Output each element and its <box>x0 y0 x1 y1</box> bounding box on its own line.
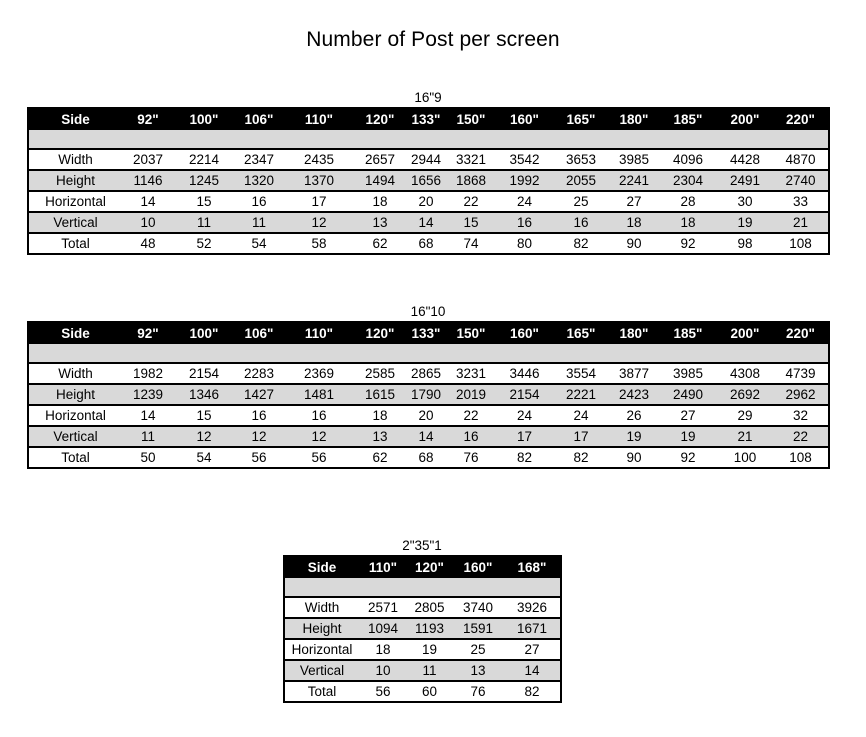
table-row-horizontal <box>28 405 829 426</box>
table-cell: 1146 <box>122 170 174 191</box>
table-cell: 1790 <box>406 384 446 405</box>
table-row-height <box>28 384 829 405</box>
table-cell: 56 <box>284 447 354 468</box>
row-label: Total <box>28 233 122 254</box>
table-cell: 22 <box>446 191 496 212</box>
table-cell: 15 <box>174 405 234 426</box>
table-cell: 2423 <box>609 384 659 405</box>
table-cell: 4739 <box>773 363 829 384</box>
table-cell: 3653 <box>553 149 609 170</box>
table-cell: 1591 <box>452 618 504 639</box>
table-cell: 1239 <box>122 384 174 405</box>
table-cell: 15 <box>446 212 496 233</box>
table-row-height <box>28 170 829 191</box>
column-header-size: 92" <box>122 322 174 344</box>
table-cell: 3926 <box>504 597 561 618</box>
table-cell: 18 <box>609 212 659 233</box>
table-cell: 68 <box>406 233 446 254</box>
column-header-size: 200" <box>717 108 773 130</box>
table-cell: 10 <box>122 212 174 233</box>
table-cell: 12 <box>234 426 284 447</box>
table-cell: 2221 <box>553 384 609 405</box>
table-cell: 1656 <box>406 170 446 191</box>
table-cell: 1193 <box>407 618 452 639</box>
table-cell: 82 <box>496 447 553 468</box>
column-header-size: 92" <box>122 108 174 130</box>
row-label: Width <box>28 363 122 384</box>
table-cell: 14 <box>406 426 446 447</box>
table-cell: 3231 <box>446 363 496 384</box>
table-cell: 54 <box>234 233 284 254</box>
table-cell: 24 <box>553 405 609 426</box>
table-cell: 52 <box>174 233 234 254</box>
column-header-size: 110" <box>284 108 354 130</box>
table-cell: 2571 <box>359 597 407 618</box>
table-row-width <box>284 597 561 618</box>
column-header-size: 160" <box>496 108 553 130</box>
table-cell: 60 <box>407 681 452 702</box>
table-cell: 2037 <box>122 149 174 170</box>
table-cell: 82 <box>553 233 609 254</box>
column-header-size: 185" <box>659 108 717 130</box>
spacer-cell <box>28 344 829 363</box>
table-cell: 19 <box>659 426 717 447</box>
table-cell: 18 <box>354 405 406 426</box>
table-row-width <box>28 363 829 384</box>
table-cell: 68 <box>406 447 446 468</box>
table-cell: 14 <box>406 212 446 233</box>
table-row-horizontal <box>28 191 829 212</box>
table-cell: 21 <box>773 212 829 233</box>
table-cell: 16 <box>553 212 609 233</box>
table-cell: 29 <box>717 405 773 426</box>
table-cell: 14 <box>122 405 174 426</box>
table-cell: 11 <box>407 660 452 681</box>
table-cell: 1094 <box>359 618 407 639</box>
table-cell: 16 <box>446 426 496 447</box>
table-cell: 18 <box>659 212 717 233</box>
table-cell: 25 <box>452 639 504 660</box>
table-cell: 4870 <box>773 149 829 170</box>
table-cell: 76 <box>452 681 504 702</box>
row-label: Height <box>28 384 122 405</box>
table-cell: 92 <box>659 233 717 254</box>
row-label: Vertical <box>284 660 359 681</box>
table-cell: 1370 <box>284 170 354 191</box>
table-cell: 32 <box>773 405 829 426</box>
table-cell: 27 <box>659 405 717 426</box>
table-cell: 19 <box>609 426 659 447</box>
table-cell: 13 <box>354 212 406 233</box>
table-row-horizontal <box>284 639 561 660</box>
table-cell: 13 <box>354 426 406 447</box>
table-cell: 22 <box>773 426 829 447</box>
table-cell: 13 <box>452 660 504 681</box>
row-label: Vertical <box>28 426 122 447</box>
table-cell: 2241 <box>609 170 659 191</box>
column-header-size: 220" <box>773 108 829 130</box>
column-header-size: 200" <box>717 322 773 344</box>
column-header-size: 168" <box>504 556 561 578</box>
table-cell: 1427 <box>234 384 284 405</box>
table-cell: 30 <box>717 191 773 212</box>
column-header-size: 120" <box>407 556 452 578</box>
spacer-row <box>284 578 561 597</box>
table-cell: 18 <box>354 191 406 212</box>
table-cell: 2490 <box>659 384 717 405</box>
table-cell: 14 <box>504 660 561 681</box>
column-header-side: Side <box>28 322 122 344</box>
column-header-size: 106" <box>234 108 284 130</box>
table-cell: 1320 <box>234 170 284 191</box>
table-cell: 90 <box>609 447 659 468</box>
column-header-size: 160" <box>452 556 504 578</box>
table-cell: 54 <box>174 447 234 468</box>
row-label: Horizontal <box>28 191 122 212</box>
column-header-size: 106" <box>234 322 284 344</box>
spacer-row <box>28 130 829 149</box>
column-header-size: 185" <box>659 322 717 344</box>
column-header-side: Side <box>284 556 359 578</box>
table-2-35-1 <box>283 555 562 703</box>
table-cell: 11 <box>174 212 234 233</box>
table-cell: 16 <box>234 405 284 426</box>
table-cell: 1481 <box>284 384 354 405</box>
row-label: Horizontal <box>284 639 359 660</box>
table-cell: 2491 <box>717 170 773 191</box>
table-cell: 20 <box>406 191 446 212</box>
column-header-size: 133" <box>406 322 446 344</box>
row-label: Total <box>284 681 359 702</box>
column-header-size: 165" <box>553 322 609 344</box>
table-cell: 26 <box>609 405 659 426</box>
table-cell: 2865 <box>406 363 446 384</box>
column-header-size: 220" <box>773 322 829 344</box>
table-cell: 48 <box>122 233 174 254</box>
table-row-height <box>284 618 561 639</box>
spacer-row <box>28 344 829 363</box>
table-cell: 2019 <box>446 384 496 405</box>
column-header-size: 150" <box>446 108 496 130</box>
table-cell: 1868 <box>446 170 496 191</box>
table-cell: 17 <box>496 426 553 447</box>
table-cell: 27 <box>609 191 659 212</box>
column-header-size: 120" <box>354 108 406 130</box>
column-header-side: Side <box>28 108 122 130</box>
table-cell: 98 <box>717 233 773 254</box>
table-cell: 28 <box>659 191 717 212</box>
table-cell: 15 <box>174 191 234 212</box>
table-16-9 <box>27 107 830 255</box>
table-cell: 21 <box>717 426 773 447</box>
table-cell: 4096 <box>659 149 717 170</box>
table-caption-16-9: 16"9 <box>414 90 442 105</box>
table-cell: 12 <box>284 212 354 233</box>
table-cell: 16 <box>284 405 354 426</box>
table-cell: 2740 <box>773 170 829 191</box>
table-cell: 4308 <box>717 363 773 384</box>
table-cell: 2214 <box>174 149 234 170</box>
table-cell: 62 <box>354 233 406 254</box>
column-header-size: 110" <box>359 556 407 578</box>
row-label: Vertical <box>28 212 122 233</box>
table-cell: 80 <box>496 233 553 254</box>
column-header-size: 110" <box>284 322 354 344</box>
table-cell: 10 <box>359 660 407 681</box>
table-cell: 14 <box>122 191 174 212</box>
table-cell: 2585 <box>354 363 406 384</box>
table-cell: 18 <box>359 639 407 660</box>
table-cell: 2055 <box>553 170 609 191</box>
table-cell: 3542 <box>496 149 553 170</box>
table-cell: 1245 <box>174 170 234 191</box>
table-16-10 <box>27 321 830 469</box>
table-cell: 2154 <box>496 384 553 405</box>
spacer-cell <box>28 130 829 149</box>
column-header-size: 160" <box>496 322 553 344</box>
table-cell: 27 <box>504 639 561 660</box>
column-header-size: 120" <box>354 322 406 344</box>
column-header-size: 133" <box>406 108 446 130</box>
table-cell: 1671 <box>504 618 561 639</box>
row-label: Height <box>28 170 122 191</box>
header-row <box>28 322 829 344</box>
table-cell: 22 <box>446 405 496 426</box>
table-cell: 1992 <box>496 170 553 191</box>
table-row-total <box>28 447 829 468</box>
table-cell: 1346 <box>174 384 234 405</box>
table-cell: 19 <box>717 212 773 233</box>
spacer-cell <box>284 578 561 597</box>
table-cell: 82 <box>504 681 561 702</box>
table-cell: 2692 <box>717 384 773 405</box>
table-cell: 12 <box>174 426 234 447</box>
table-cell: 3446 <box>496 363 553 384</box>
table-cell: 90 <box>609 233 659 254</box>
table-cell: 2944 <box>406 149 446 170</box>
table-cell: 11 <box>122 426 174 447</box>
table-row-vertical <box>28 212 829 233</box>
table-cell: 108 <box>773 447 829 468</box>
table-cell: 1615 <box>354 384 406 405</box>
table-cell: 2347 <box>234 149 284 170</box>
table-cell: 56 <box>359 681 407 702</box>
table-cell: 2657 <box>354 149 406 170</box>
table-cell: 2304 <box>659 170 717 191</box>
table-cell: 4428 <box>717 149 773 170</box>
column-header-size: 150" <box>446 322 496 344</box>
column-header-size: 180" <box>609 322 659 344</box>
table-cell: 11 <box>234 212 284 233</box>
table-caption-16-10: 16"10 <box>410 304 446 319</box>
table-cell: 2962 <box>773 384 829 405</box>
table-row-vertical <box>284 660 561 681</box>
table-cell: 56 <box>234 447 284 468</box>
table-caption-2-35-1: 2"35"1 <box>402 538 442 553</box>
table-cell: 2435 <box>284 149 354 170</box>
table-cell: 3740 <box>452 597 504 618</box>
table-cell: 3554 <box>553 363 609 384</box>
table-cell: 17 <box>553 426 609 447</box>
table-cell: 16 <box>496 212 553 233</box>
table-cell: 20 <box>406 405 446 426</box>
header-row <box>284 556 561 578</box>
header-row <box>28 108 829 130</box>
table-cell: 92 <box>659 447 717 468</box>
table-cell: 50 <box>122 447 174 468</box>
column-header-size: 180" <box>609 108 659 130</box>
table-cell: 3985 <box>659 363 717 384</box>
row-label: Width <box>28 149 122 170</box>
table-cell: 100 <box>717 447 773 468</box>
table-cell: 16 <box>234 191 284 212</box>
table-row-vertical <box>28 426 829 447</box>
table-cell: 108 <box>773 233 829 254</box>
table-cell: 3321 <box>446 149 496 170</box>
table-cell: 1494 <box>354 170 406 191</box>
table-cell: 1982 <box>122 363 174 384</box>
table-cell: 24 <box>496 405 553 426</box>
table-cell: 2154 <box>174 363 234 384</box>
table-cell: 74 <box>446 233 496 254</box>
table-cell: 25 <box>553 191 609 212</box>
row-label: Width <box>284 597 359 618</box>
table-cell: 76 <box>446 447 496 468</box>
page-title: Number of Post per screen <box>306 28 560 51</box>
table-cell: 33 <box>773 191 829 212</box>
table-cell: 2805 <box>407 597 452 618</box>
table-cell: 58 <box>284 233 354 254</box>
column-header-size: 100" <box>174 108 234 130</box>
table-row-width <box>28 149 829 170</box>
table-cell: 82 <box>553 447 609 468</box>
table-cell: 12 <box>284 426 354 447</box>
table-cell: 17 <box>284 191 354 212</box>
table-cell: 62 <box>354 447 406 468</box>
row-label: Horizontal <box>28 405 122 426</box>
table-cell: 24 <box>496 191 553 212</box>
row-label: Height <box>284 618 359 639</box>
table-cell: 19 <box>407 639 452 660</box>
row-label: Total <box>28 447 122 468</box>
table-cell: 2369 <box>284 363 354 384</box>
column-header-size: 165" <box>553 108 609 130</box>
table-cell: 3877 <box>609 363 659 384</box>
table-row-total <box>284 681 561 702</box>
table-row-total <box>28 233 829 254</box>
column-header-size: 100" <box>174 322 234 344</box>
table-cell: 2283 <box>234 363 284 384</box>
table-cell: 3985 <box>609 149 659 170</box>
